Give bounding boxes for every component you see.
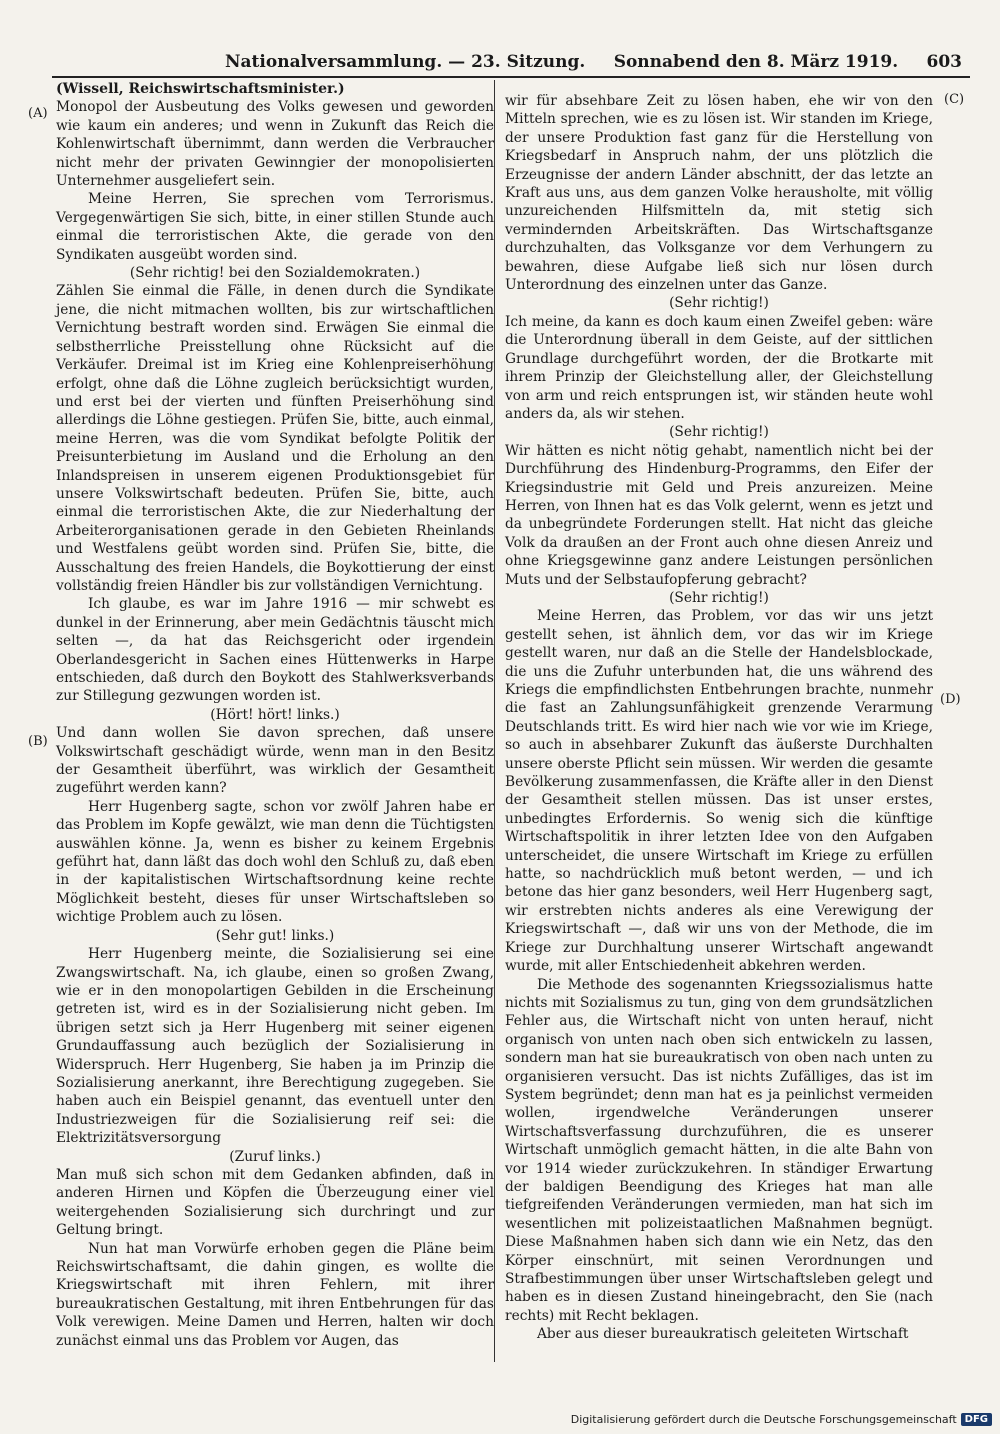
paragraph: Wir hätten es nicht nötig gehabt, namentlich nicht bei der Durchführung des Hindenburg-Programms, den Eifer der Kriegsindustrie mit Geld und Preis anzureizen. Meine Herren, von Ihnen hat es das Volk gelernt, wenn es jetzt und da unbegründete Forderungen stellt. Hat nicht das gleiche Volk da draußen an der Front auch ohne diesen Anreiz und ohne Kriegsgewinne ganz andere Leistungen persönlichen Muts und der Selbstaufopferung gebracht? [505,442,933,588]
interjection: (Zuruf links.) [229,1148,321,1165]
paragraph: Und dann wollen Sie davon sprechen, daß unsere Volkswirtschaft geschädigt würde, wenn man in den Besitz der Gesamtheit überführt, was wirklich der Gesamtheit zugeführt werden kann? [56,725,494,797]
paragraph: Nun hat man Vorwürfe erhoben gegen die Pläne beim Reichswirtschaftsamt, die dahin gingen, es wollte die Kriegswirtschaft mit ihren Fehlern, mit ihrer bureaukratischen Gestaltung, mit ihren Entbehrungen für das Volk verewigen. Meine Damen und Herren, halten wir doch zunächst einmal uns das Problem vor Augen, das [56,1240,494,1349]
column-divider [494,80,495,1362]
paragraph: Monopol der Ausbeutung des Volks gewesen und geworden wie kaum ein anderes; und wenn in Zukunft das Reich die Kohlenwirtschaft übernimmt, dann werden die Verbraucher nicht mehr der privaten Gewinngier der monopolisierten Unternehmer ausgeliefert sein. [56,99,494,190]
margin-mark-b: (B) [28,734,48,749]
interjection: (Sehr richtig!) [669,589,769,606]
paragraph: Aber aus dieser bureaukratisch geleiteten Wirtschaft [537,1326,909,1343]
header-date: Sonnabend den 8. März 1919. [613,52,899,72]
interjection: (Sehr richtig!) [669,295,769,312]
interjection: (Hört! hört! links.) [210,706,340,723]
header-session: Nationalversammlung. — 23. Sitzung. [225,52,586,72]
margin-mark-c: (C) [944,92,965,107]
left-column [56,80,494,1350]
interjection: (Sehr richtig!) [669,424,769,441]
paragraph: Herr Hugenberg meinte, die Sozialisierung sei eine Zwangswirtschaft. Na, ich glaube, einen so großen Zwang, wie er in den monopolartigen Gebilden in die Erscheinung getreten ist, wird es in der Sozialisierung nicht geben. Im übrigen setzt sich ja Herr Hugenberg mit seiner eigenen Grundauffassung auch bezüglich der Sozialisierung in Widerspruch. Herr Hugenberg, Sie haben ja im Prinzip die Sozialisierung anerkannt, ihre Berechtigung zugegeben. Sie haben auch ein Beispiel genannt, das eventuell unter den Industriezweigen für die Sozialisierung reif sei: die Elektrizitätsversorgung [56,946,494,1147]
digitization-footer [571,1413,992,1426]
paragraph: Die Methode des sogenannten Kriegssozialismus hatte nichts mit Sozialismus zu tun, ging von dem grundsätzlichen Fehler aus, die Wirtschaft nicht von unten herauf, nicht organisch von unten nach oben sich entwickeln zu lassen, sondern man hat sie bureaukratisch von oben nach unten zu organisieren versucht. Das ist nichts Zufälliges, das ist im System begründet; denn man hat es ja peinlichst vermeiden wollen, irgendwelche Veränderungen unserer Wirtschaftsverfassung durchzuführen, die es unserer Wirtschaft unmöglich gemacht hätten, in die alte Bahn von vor 1914 wieder zurückzukehren. In ständiger Erwartung der baldigen Beendigung des Krieges hat man alle tiefgreifenden Veränderungen vermieden, man hat sich im wesentlichen mit polizeistaatlichen Maßnahmen begnügt. Diese Maßnahmen haben sich dann wie ein Netz, das den Körper einschnürt, mit seinen Verordnungen und Strafbestimmungen über unser Wirtschaftsleben gelegt und haben es in diesen Zustand hineingebracht, den Sie (nach rechts) mit Recht beklagen. [505,976,933,1324]
footer-text: Digitalisierung gefördert durch die Deutsche Forschungsgemeinschaft [570,1413,957,1426]
paragraph: Zählen Sie einmal die Fälle, in denen durch die Syndikate jene, die nicht mitmachen wollten, bis zur wirtschaftlichen Vernichtung bestraft worden sind. Erwägen Sie einmal die selbstherrliche Preisstellung ohne Rücksicht auf die Verkäufer. Dreimal ist im Krieg eine Kohlenpreiserhöhung erfolgt, ohne daß die Löhne zugleich berücksichtigt wurden, und erst bei der vierten und fünften Preiserhöhung sind allerdings die Löhne gestiegen. Prüfen Sie, bitte, auch einmal, meine Herren, was die vom Syndikat befolgte Politik der Preisunterbietung im Ausland und die Erholung an den Inlandspreisen in unserem eigenen Produktionsgebiet für unsere Volkswirtschaft bedeuten. Prüfen Sie, bitte, auch einmal die terroristischen Akte, die zur Niederhaltung der Arbeiterorganisationen gerade in den Gebieten Rheinlands und Westfalens geübt worden sind. Prüfen Sie, bitte, die Ausschaltung des freien Handels, die Boykottierung der einst vollständig freien Händler bis zur vollständigen Vernichtung. [56,283,494,594]
paragraph: Man muß sich schon mit dem Gedanken abfinden, daß in anderen Hirnen und Köpfen die Überzeugung einer viel weitergehenden Sozialisierung sich durchringt und zur Geltung bringt. [56,1166,494,1239]
speaker-line: (Wissell, Reichswirtschaftsminister.) [56,81,345,97]
paragraph: Meine Herren, das Problem, vor das wir uns jetzt gestellt sehen, ist ähnlich dem, vor das wir im Kriege gestellt waren, nur daß an die Stelle der Handelsblockade, die uns die Zufuhr unterbunden hat, die uns während des Kriegs die empfindlichsten Entbehrungen brachte, nunmehr die fast an Zahlungsunfähigkeit grenzende Verarmung Deutschlands tritt. Es wird hier nach wie vor wie im Kriege, so auch in absehbarer Zukunft das äußerste Durchhalten unsere oberste Pflicht sein müssen. Wir werden die gesamte Bevölkerung zusammenfassen, die Kräfte aller in den Dienst der Gesamtheit stellen müssen. Das ist unser erstes, unbedingtes Erfordernis. So wenig sich die künftige Wirtschaftspolitik in ihrer letzten Idee von den Aufgaben unterscheidet, die unsere Wirtschaft im Kriege zu erfüllen hatte, so nachdrücklich muß betont werden, — und ich betone das hier ganz besonders, weil Herr Hugenberg sagt, wir erstrebten nichts anderes als eine Verewigung der Kriegswirtschaft —, daß wir uns von der Methode, die im Kriege zur Durchhaltung unserer Wirtschaft angewandt wurde, mit aller Entschiedenheit abkehren werden. [505,608,933,975]
header-rule [52,76,970,78]
paragraph: Herr Hugenberg sagte, schon vor zwölf Jahren habe er das Problem im Kopfe gewälzt, wie man denn die Tüchtigsten auswählen könne. Ja, wenn es bisher zu keinem Ergebnis geführt hat, dann läßt das doch wohl den Schluß zu, daß eben in der kapitalistischen Wirtschaftsordnung keine rechte Möglichkeit besteht, dieses für unser Wirtschaftsleben so wichtige Problem auch zu lösen. [56,798,494,926]
interjection: (Sehr gut! links.) [215,927,335,944]
margin-mark-a: (A) [28,106,48,121]
paragraph: Meine Herren, Sie sprechen vom Terrorismus. Vergegenwärtigen Sie sich, bitte, in einer stillen Stunde auch einmal die terroristischen Akte, die gerade von den Syndikaten ausgeübt worden sind. [56,191,494,263]
paragraph: wir für absehbare Zeit zu lösen haben, ehe wir von den Mitteln sprechen, wie es zu lösen ist. Wir standen im Kriege, der unsere Produktion fast ganz für die Herstellung von Kriegsbedarf in Anspruch nahm, der uns plötzlich die Erzeugnisse der andern Länder abschnitt, der das letzte an Kraft aus uns, aus dem ganzen Volke herausholte, mit völlig unzureichenden Hilfsmitteln da, mit stetig sich vermindernden Arbeitskräften. Das Wirtschaftsganze durchzuhalten, das Volksganze vor dem Verhungern zu bewahren, diese Aufgabe ließ sich nur lösen durch Unterordnung des einzelnen unter das Ganze. [505,93,933,294]
right-column [505,92,933,1344]
interjection: (Sehr richtig! bei den Sozialdemokraten.) [129,265,421,282]
page-number: 603 [926,52,962,72]
margin-mark-d: (D) [940,692,961,707]
paragraph: Ich meine, da kann es doch kaum einen Zweifel geben: wäre die Unterordnung überall in dem Geiste, auf der sittlichen Grundlage durchgeführt worden, der die Brotkarte mit ihrem Prinzip der Gleichstellung aller, der Gleichstellung von arm und reich entsprungen ist, wir ständen heute wohl anders da, als wir stehen. [505,313,933,422]
dfg-logo: DFG [961,1413,992,1426]
paragraph: Ich glaube, es war im Jahre 1916 — mir schwebt es dunkel in der Erinnerung, aber mein Gedächtnis täuscht mich selten —, da hat das Reichsgericht oder irgendein Oberlandesgericht in Sachen eines Hüttenwerks in Harpe entschieden, daß durch den Boykott des Stahlwerksverbands zur Stillegung gezwungen worden ist. [56,596,494,705]
page-header [225,48,962,72]
